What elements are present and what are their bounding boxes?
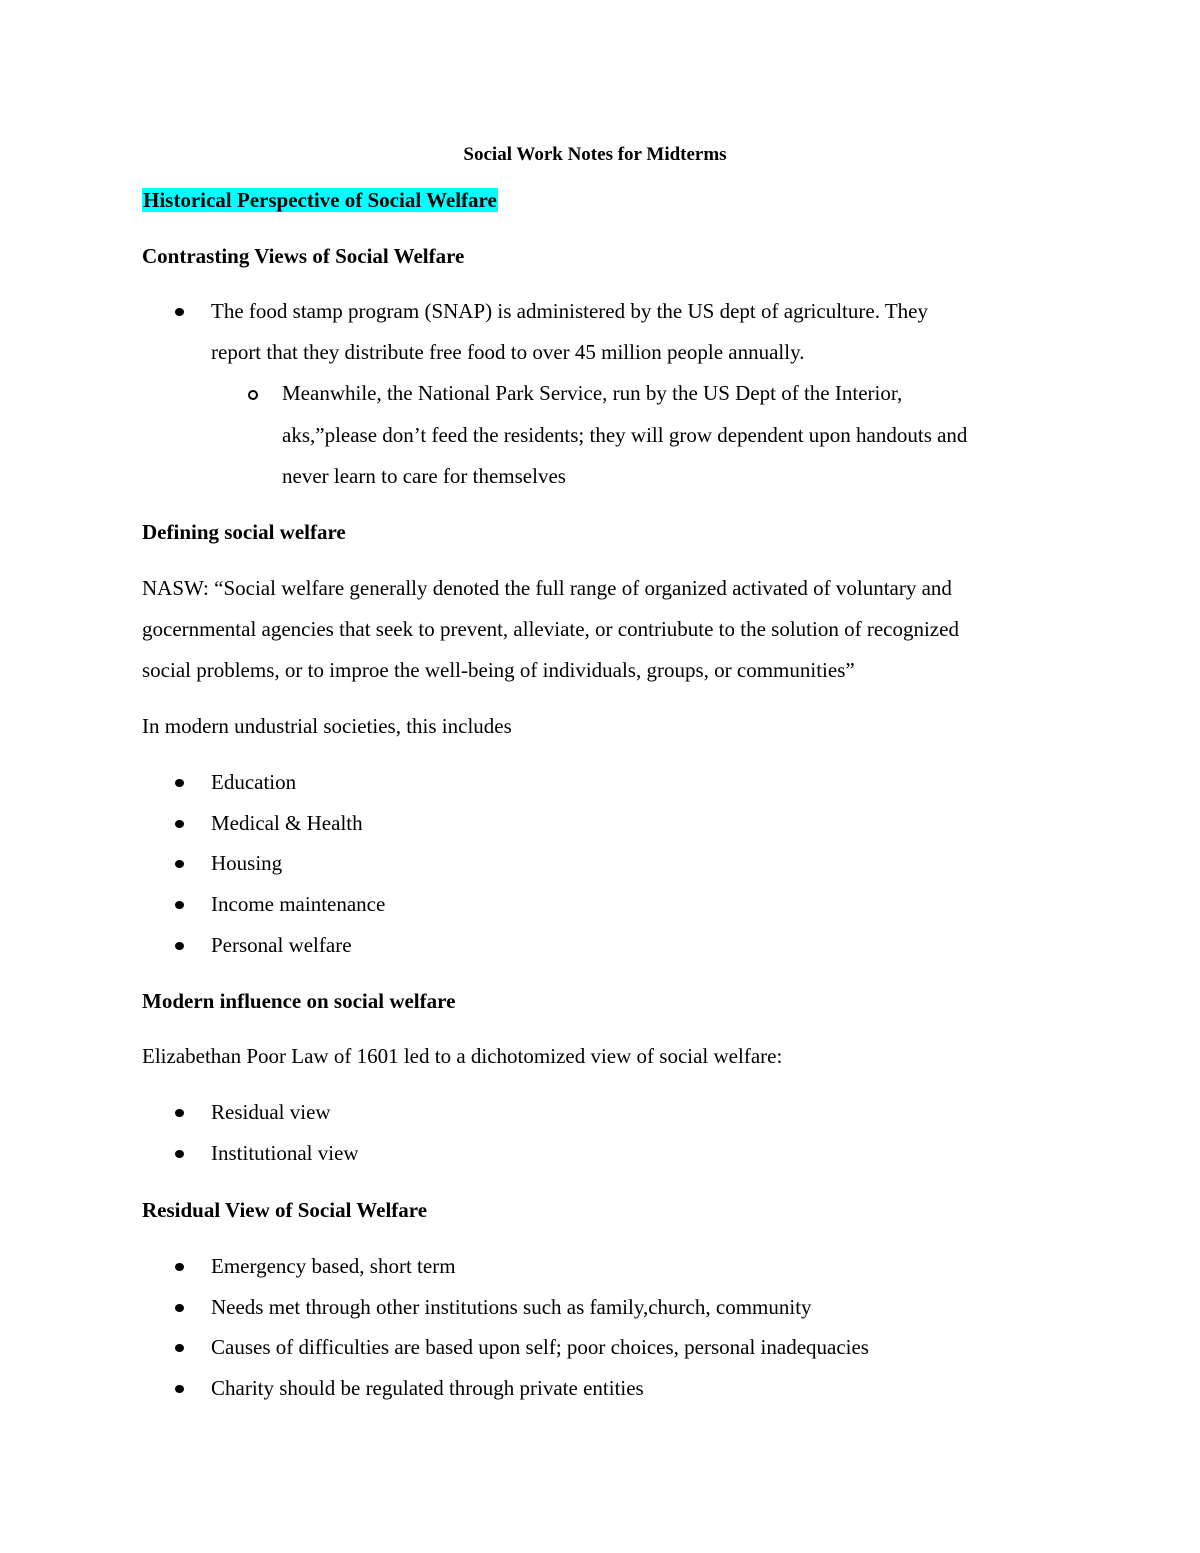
bullet-icon — [175, 860, 184, 868]
snap-bullet-line-1: The food stamp program (SNAP) is administered by the US dept of agriculture. They — [211, 299, 928, 323]
park-service-bullet-line-1: Meanwhile, the National Park Service, run by the US Dept of the Interior, — [282, 381, 903, 405]
list-item: Needs met through other institutions such as family,church, community — [211, 1295, 812, 1319]
bullet-icon — [175, 308, 184, 316]
bullet-icon — [175, 1344, 184, 1352]
snap-bullet-line-2: report that they distribute free food to over 45 million people annually. — [211, 340, 805, 364]
industrial-societies-intro: In modern undustrial societies, this includes — [142, 714, 512, 738]
bullet-icon — [175, 1263, 184, 1271]
bullet-icon — [175, 942, 184, 950]
park-service-bullet-line-2: aks,”please don’t feed the residents; they will grow dependent upon handouts and — [282, 423, 968, 447]
bullet-icon — [175, 1109, 184, 1117]
nasw-quote-line-2: gocernmental agencies that seek to prevent, alleviate, or contriubute to the solution of recognized — [142, 617, 959, 641]
contrasting-views-heading: Contrasting Views of Social Welfare — [142, 244, 465, 268]
bullet-icon — [175, 1150, 184, 1158]
list-item: Emergency based, short term — [211, 1254, 456, 1278]
list-item: Causes of difficulties are based upon self; poor choices, personal inadequacies — [211, 1335, 869, 1359]
list-item: Residual view — [211, 1100, 331, 1124]
bullet-icon — [175, 901, 184, 909]
document-title: Social Work Notes for Midterms — [463, 144, 727, 165]
nasw-quote-line-1: NASW: “Social welfare generally denoted the full range of organized activated of voluntary and — [142, 576, 952, 600]
list-item: Personal welfare — [211, 933, 352, 957]
poor-law-text: Elizabethan Poor Law of 1601 led to a dichotomized view of social welfare: — [142, 1044, 783, 1068]
list-item: Housing — [211, 851, 283, 875]
park-service-bullet-line-3: never learn to care for themselves — [282, 464, 566, 488]
modern-influence-heading: Modern influence on social welfare — [142, 989, 456, 1013]
hollow-bullet-icon — [248, 390, 258, 400]
section-heading — [142, 187, 498, 213]
list-item: Charity should be regulated through private entities — [211, 1376, 644, 1400]
defining-heading: Defining social welfare — [142, 520, 346, 544]
list-item: Income maintenance — [211, 892, 386, 916]
list-item: Medical & Health — [211, 811, 363, 835]
bullet-icon — [175, 820, 184, 828]
section-heading-highlight: Historical Perspective of Social Welfare — [143, 188, 497, 212]
bullet-icon — [175, 1385, 184, 1393]
list-item: Education — [211, 770, 297, 794]
bullet-icon — [175, 1304, 184, 1312]
bullet-icon — [175, 779, 184, 787]
list-item: Institutional view — [211, 1141, 359, 1165]
residual-view-heading: Residual View of Social Welfare — [142, 1198, 428, 1222]
nasw-quote-line-3: social problems, or to improe the well-being of individuals, groups, or communities” — [142, 658, 855, 682]
